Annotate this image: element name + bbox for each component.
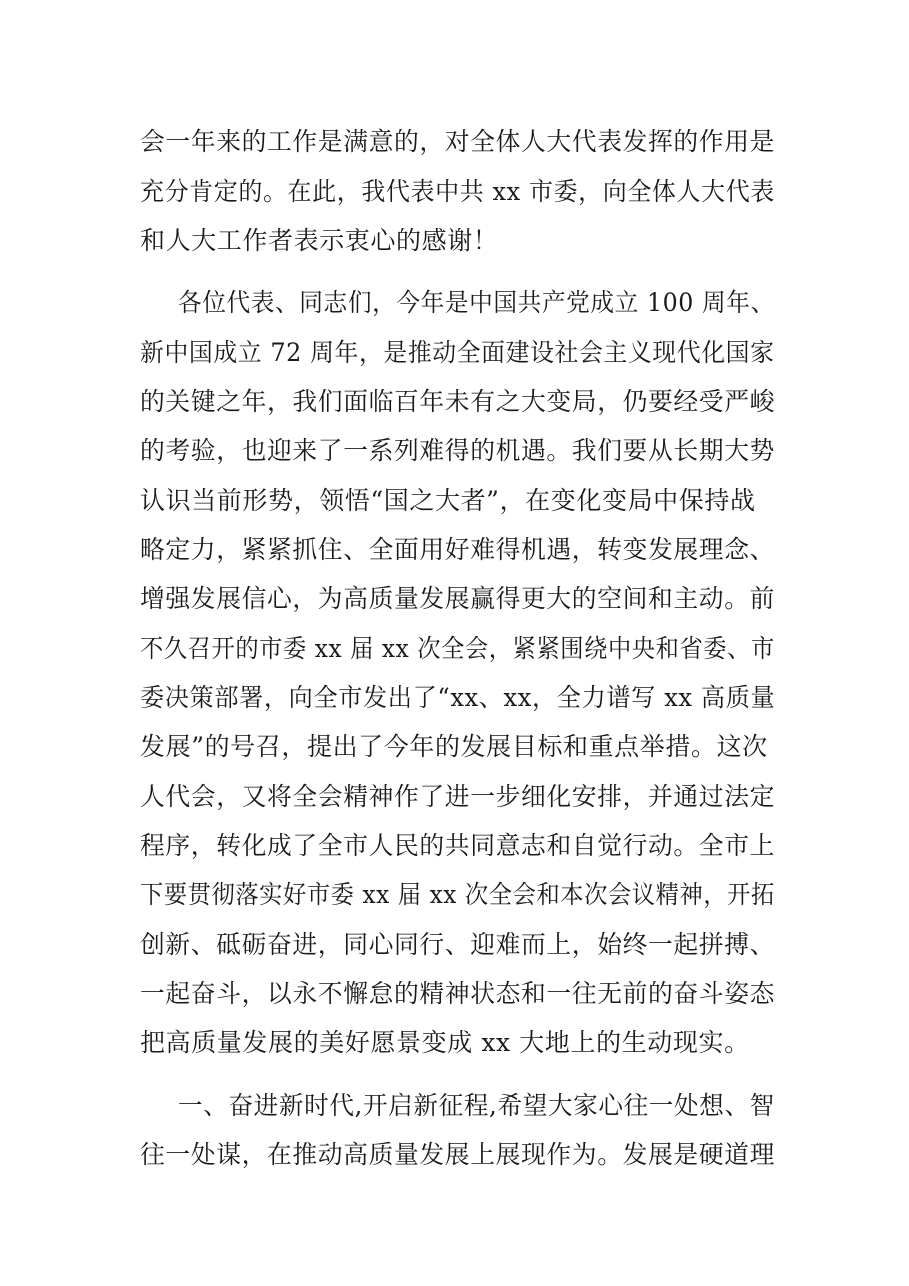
paragraph-1-line-2: 充分肯定的。在此，我代表中共 xx 市委，向全体人大代表 [140,177,775,206]
paragraph-2-line-1: 各位代表、同志们，今年是中国共产党成立 100 周年、 [178,288,775,317]
paragraph-2-line-6: 略定力，紧紧抓住、全面用好难得机遇，转变发展理念、 [140,535,776,564]
paragraph-3-line-1: 一、奋进新时代,开启新征程,希望大家心往一处想、智 [178,1091,775,1120]
paragraph-2-line-14: 创新、砥砺奋进，同心同行、迎难而上，始终一起拼搏、 [140,930,776,959]
paragraph-2-line-13: 下要贯彻落实好市委 xx 届 xx 次全会和本次会议精神，开拓 [140,880,775,909]
paragraph-2-line-16: 把高质量发展的美好愿景变成 xx 大地上的生动现实。 [140,1028,750,1057]
paragraph-2-line-7: 增强发展信心，为高质量发展赢得更大的空间和主动。前 [140,584,776,613]
paragraph-2-line-10: 发展”的号召，提出了今年的发展目标和重点举措。这次 [140,732,768,761]
paragraph-2-line-15: 一起奋斗，以永不懈怠的精神状态和一往无前的奋斗姿态 [140,979,776,1008]
paragraph-2-line-5: 认识当前形势，领悟“国之大者”，在变化变局中保持战 [140,486,756,515]
paragraph-2-line-3: 的关键之年，我们面临百年未有之大变局，仍要经受严峻 [140,387,776,416]
paragraph-2-line-4: 的考验，也迎来了一系列难得的机遇。我们要从长期大势 [140,436,776,465]
paragraph-3-line-2: 往一处谋，在推动高质量发展上展现作为。发展是硬道理 [140,1140,776,1169]
paragraph-1-line-1: 会一年来的工作是满意的，对全体人大代表发挥的作用是 [140,127,776,156]
paragraph-2-line-11: 人代会，又将全会精神作了进一步细化安排，并通过法定 [140,782,776,811]
paragraph-2-line-2: 新中国成立 72 周年，是推动全面建设社会主义现代化国家 [140,338,775,367]
paragraph-2-line-12: 程序，转化成了全市人民的共同意志和自觉行动。全市上 [140,831,776,860]
paragraph-2-line-9: 委决策部署，向全市发出了“xx、xx，全力谱写 xx 高质量 [140,683,776,712]
paragraph-2-line-8: 不久召开的市委 xx 届 xx 次全会，紧紧围绕中央和省委、市 [140,634,775,663]
paragraph-1-line-3: 和人大工作者表示衷心的感谢！ [140,226,499,255]
